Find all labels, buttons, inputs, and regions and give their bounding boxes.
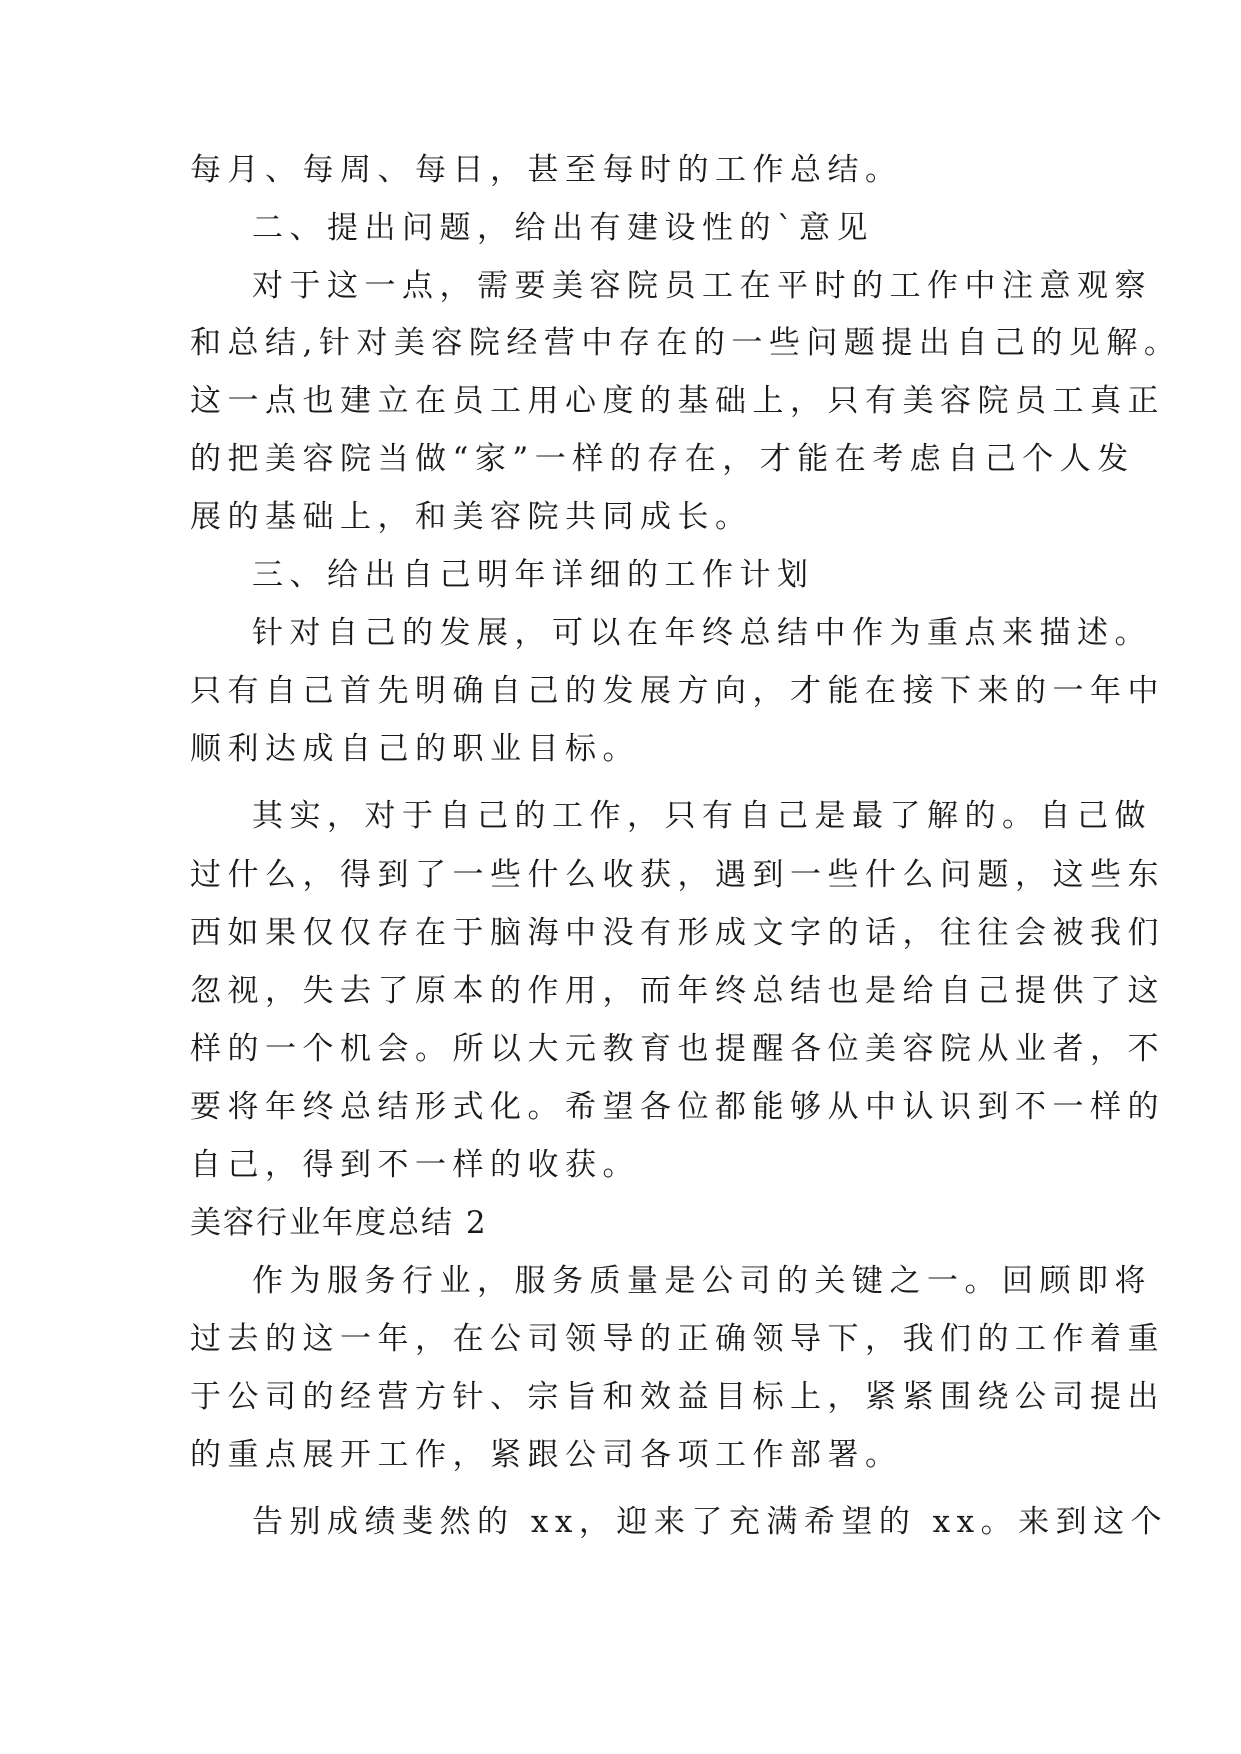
paragraph-line: 其实，对于自己的工作，只有自己是最了解的。自己做 (252, 798, 1152, 834)
paragraph-line: 的重点展开工作，紧跟公司各项工作部署。 (190, 1437, 903, 1473)
paragraph-line: 作为服务行业，服务质量是公司的关键之一。回顾即将 (252, 1263, 1152, 1299)
paragraph-line: 只有自己首先明确自己的发展方向，才能在接下来的一年中 (190, 673, 1165, 709)
paragraph-line: 西如果仅仅存在于脑海中没有形成文字的话，往往会被我们 (190, 915, 1165, 951)
paragraph-line: 要将年终总结形式化。希望各位都能够从中认识到不一样的 (190, 1089, 1165, 1125)
paragraph-line: 每月、每周、每日，甚至每时的工作总结。 (190, 152, 903, 188)
paragraph-line: 自己，得到不一样的收获。 (190, 1147, 640, 1183)
paragraph-line: 过去的这一年，在公司领导的正确领导下，我们的工作着重 (190, 1321, 1165, 1357)
document-section-title: 美容行业年度总结 2 (190, 1205, 488, 1241)
paragraph-line: 针对自己的发展，可以在年终总结中作为重点来描述。 (252, 615, 1152, 651)
paragraph-line: 过什么，得到了一些什么收获，遇到一些什么问题，这些东 (190, 857, 1165, 893)
paragraph-line: 这一点也建立在员工用心度的基础上，只有美容院员工真正 (190, 383, 1165, 419)
paragraph-line: 于公司的经营方针、宗旨和效益目标上，紧紧围绕公司提出 (190, 1379, 1165, 1415)
paragraph-line: 展的基础上，和美容院共同成长。 (190, 499, 753, 535)
paragraph-line: 和总结,针对美容院经营中存在的一些问题提出自己的见解。 (190, 325, 1182, 361)
paragraph-line: 对于这一点，需要美容院员工在平时的工作中注意观察 (252, 268, 1152, 304)
paragraph-line: 忽视，失去了原本的作用，而年终总结也是给自己提供了这 (190, 973, 1165, 1009)
paragraph-line: 的把美容院当做“家”一样的存在，才能在考虑自己个人发 (190, 441, 1135, 477)
paragraph-line: 告别成绩斐然的 xx，迎来了充满希望的 xx。来到这个 (252, 1504, 1169, 1540)
section-heading: 三、给出自己明年详细的工作计划 (252, 557, 815, 593)
paragraph-line: 样的一个机会。所以大元教育也提醒各位美容院从业者，不 (190, 1031, 1165, 1067)
paragraph-line: 顺利达成自己的职业目标。 (190, 731, 640, 767)
section-heading: 二、提出问题，给出有建设性的`意见 (252, 210, 874, 246)
